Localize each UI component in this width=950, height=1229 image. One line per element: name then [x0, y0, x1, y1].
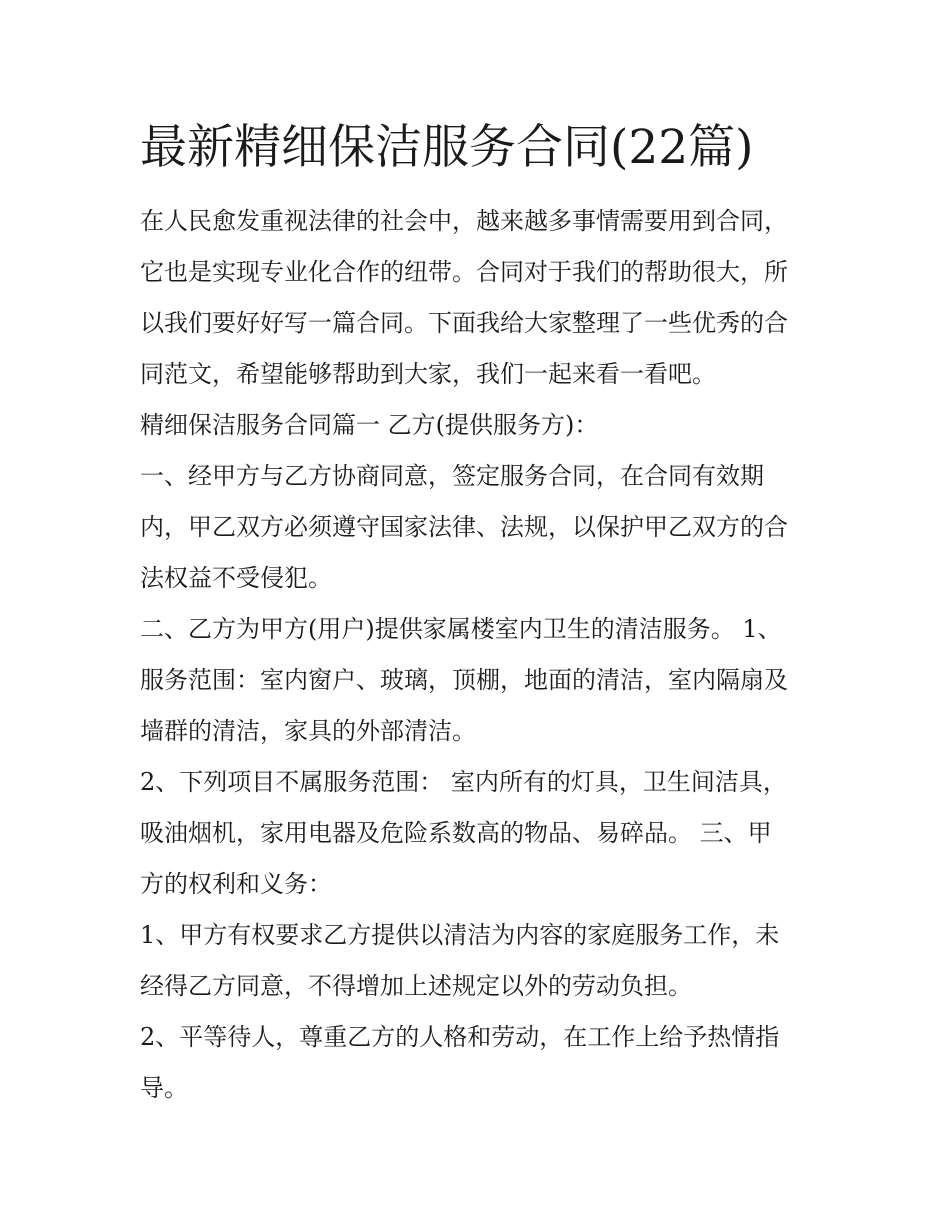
text-line: 吸油烟机，家用电器及危险系数高的物品、易碎品。 三、甲: [140, 819, 772, 847]
document-body: [140, 196, 820, 1114]
text-line: 导。: [140, 1074, 188, 1102]
text-line: 方的权利和义务：: [140, 870, 332, 898]
text-line: 服务范围：室内窗户、玻璃，顶棚，地面的清洁，室内隔扇及: [140, 666, 788, 694]
text-line: 同范文，希望能够帮助到大家，我们一起来看一看吧。: [140, 360, 716, 388]
text-line: 二、乙方为甲方(用户)提供家属楼室内卫生的清洁服务。 1、: [140, 615, 782, 643]
text-line: 以我们要好好写一篇合同。下面我给大家整理了一些优秀的合: [140, 309, 788, 337]
text-line: 在人民愈发重视法律的社会中，越来越多事情需要用到合同，: [140, 207, 788, 235]
text-line: 墙群的清洁，家具的外部清洁。: [140, 717, 476, 745]
text-line: 经得乙方同意，不得增加上述规定以外的劳动负担。: [140, 972, 692, 1000]
section-heading: 精细保洁服务合同篇一 乙方(提供服务方)：: [140, 411, 599, 439]
text-line: 法权益不受侵犯。: [140, 564, 332, 592]
text-line: 内，甲乙双方必须遵守国家法律、法规，以保护甲乙双方的合: [140, 513, 788, 541]
text-line: 一、经甲方与乙方协商同意，签定服务合同，在合同有效期: [140, 462, 764, 490]
text-line: 2、平等待人，尊重乙方的人格和劳动，在工作上给予热情指: [140, 1023, 780, 1051]
text-line: 它也是实现专业化合作的纽带。合同对于我们的帮助很大，所: [140, 258, 788, 286]
document-title: 最新精细保洁服务合同(22篇): [140, 120, 754, 175]
text-line: 2、下列项目不属服务范围： 室内所有的灯具，卫生间洁具，: [140, 768, 787, 796]
text-line: 1、甲方有权要求乙方提供以清洁为内容的家庭服务工作，未: [140, 921, 780, 949]
